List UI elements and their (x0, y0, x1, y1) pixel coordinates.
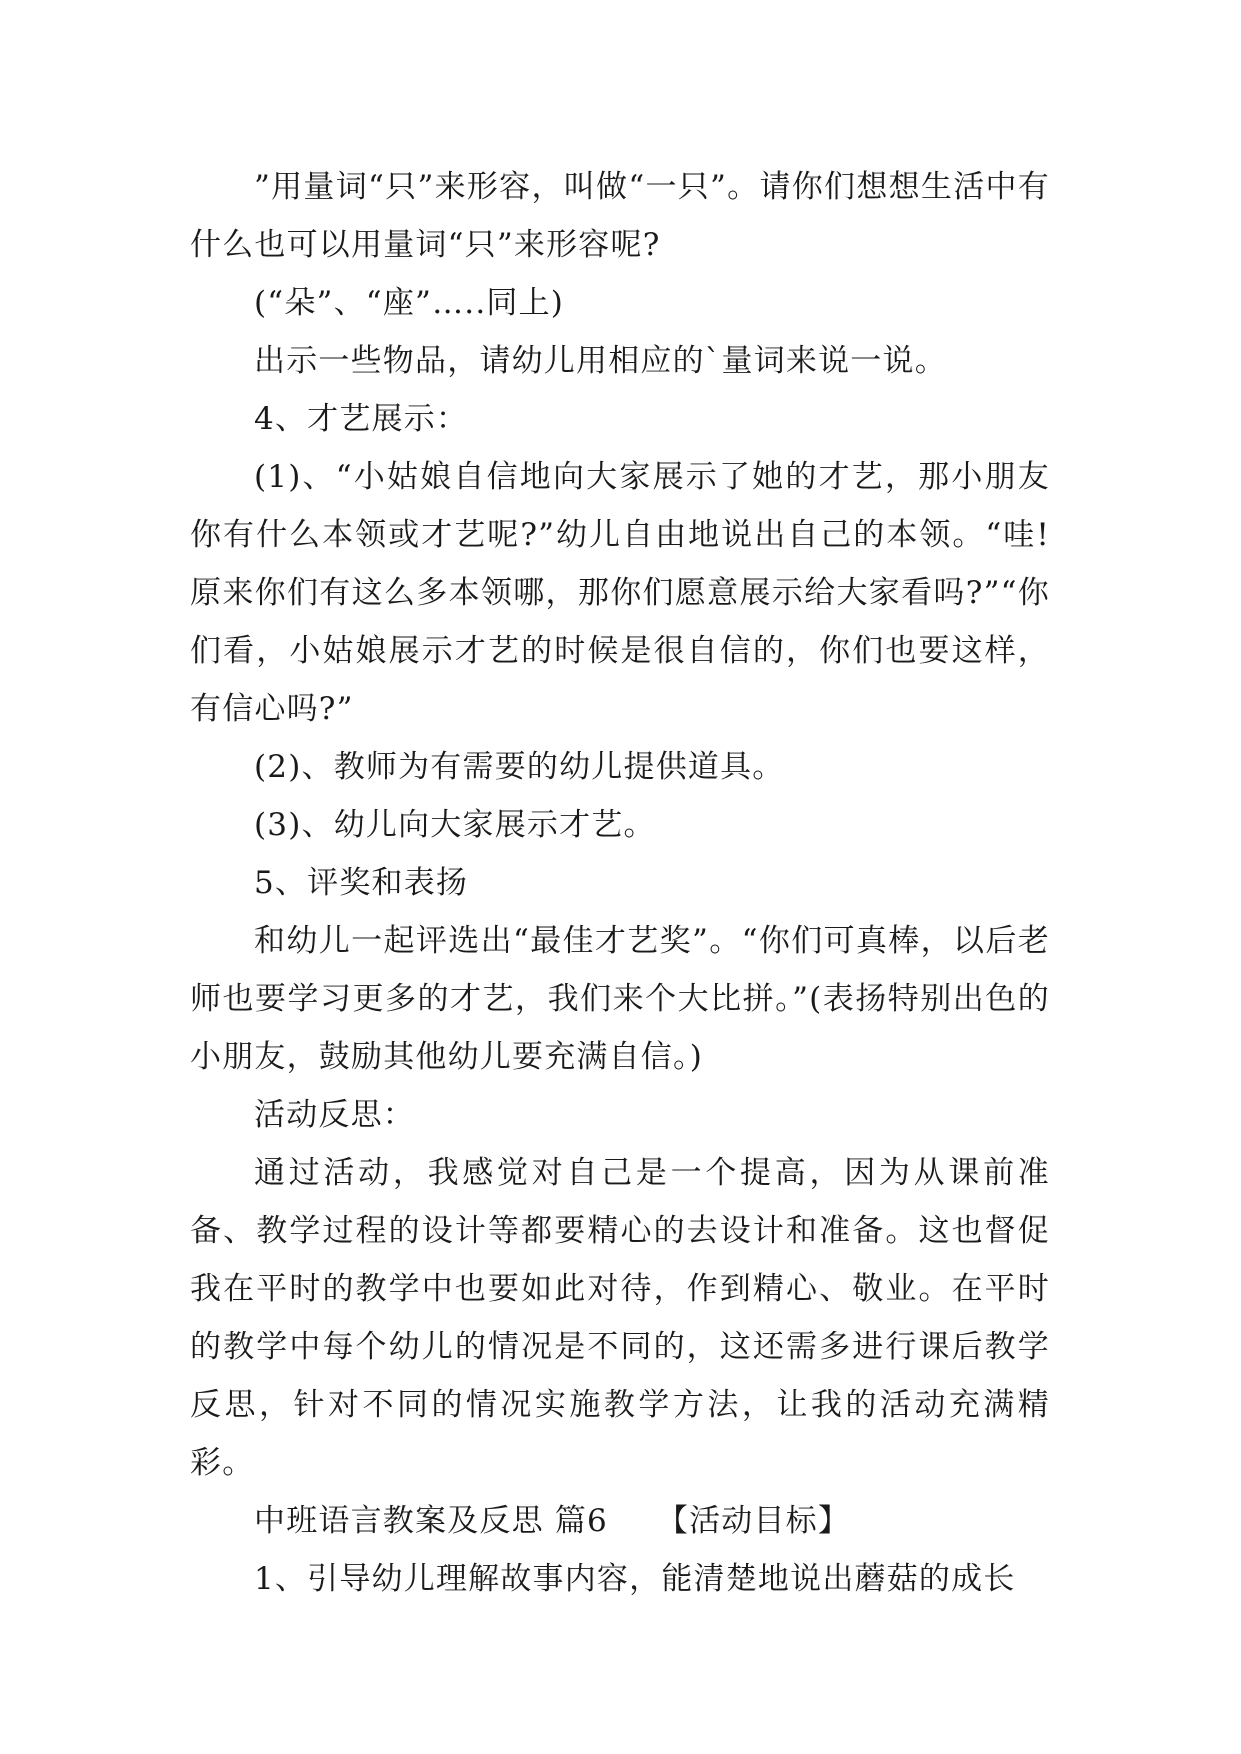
paragraph-measure-word-intro: ”用量词“只”来形容，叫做“一只”。请你们想想生活中有什么也可以用量词“只”来形容呢? (190, 169, 1050, 263)
section-heading-talent-show: 4、才艺展示： (254, 401, 469, 437)
paragraph-show-items: 出示一些物品，请幼儿用相应的`量词来说一说。 (254, 343, 947, 379)
paragraph-awards: 和幼儿一起评选出“最佳才艺奖”。“你们可真棒，以后老师也要学习更多的才艺，我们来个大比拼。”(表扬特别出色的小朋友，鼓励其他幼儿要充满自信。) (190, 923, 1050, 1075)
paragraph-talent-step-3: (3)、幼儿向大家展示才艺。 (254, 807, 656, 843)
document-body (190, 158, 1050, 1608)
section-heading-awards: 5、评奖和表扬 (254, 865, 469, 901)
section-heading-lesson-6: 中班语言教案及反思 篇6 【活动目标】 (254, 1503, 851, 1539)
paragraph-goal-1: 1、引导幼儿理解故事内容，能清楚地说出蘑菇的成长 (254, 1561, 1016, 1597)
paragraph-talent-step-2: (2)、教师为有需要的幼儿提供道具。 (254, 749, 785, 785)
paragraph-same-as-above: (“朵”、“座”…..同上) (254, 285, 565, 321)
paragraph-reflection: 通过活动，我感觉对自己是一个提高，因为从课前准备、教学过程的设计等都要精心的去设计和准备。这也督促我在平时的教学中也要如此对待，作到精心、敬业。在平时的教学中每个幼儿的情况是不同的，这还需多进行课后教学反思，针对不同的情况实施教学方法，让我的活动充满精彩。 (190, 1155, 1050, 1481)
section-heading-reflection: 活动反思： (254, 1097, 415, 1133)
paragraph-talent-step-1: (1)、“小姑娘自信地向大家展示了她的才艺，那小朋友你有什么本领或才艺呢?”幼儿自由地说出自己的本领。“哇!原来你们有这么多本领哪，那你们愿意展示给大家看吗?”“你们看，小姑娘展示才艺的时候是很自信的，你们也要这样，有信心吗?” (190, 459, 1050, 727)
